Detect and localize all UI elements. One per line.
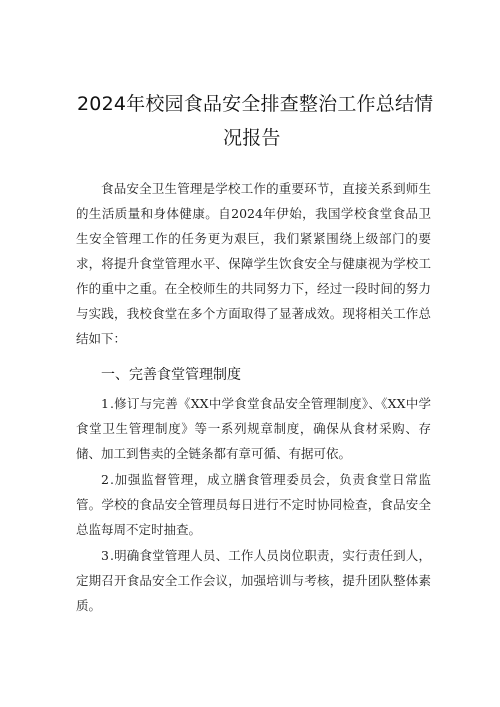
item-text: .加强监督管理，成立膳食管理委员会，负责食堂日常监管。学校的食品安全管理员每日进行不定时协同检查，食品安全总监每周不定时抽查。 xyxy=(76,472,431,537)
item-text: .明确食堂管理人员、工作人员岗位职责，实行责任到人，定期召开食品安全工作会议，加强培训与考核，提升团队整体素质。 xyxy=(76,548,431,613)
list-item xyxy=(76,391,431,466)
document-title-line2: 况报告 xyxy=(223,127,281,149)
document-title-line1: 2024年校园食品安全排查整治工作总结情 xyxy=(77,93,434,115)
item-number: 2 xyxy=(101,472,110,487)
intro-paragraph: 食品安全卫生管理是学校工作的重要环节，直接关系到师生的生活质量和身体健康。自2024年伊始，我国学校食堂食品卫生安全管理工作的任务更为艰巨，我们紧紧围绕上级部门的要求，将提升食堂管理水平、保障学生饮食安全与健康视为学校工作的重中之重。在全校师生的共同努力下，经过一段时间的努力与实践，我校食堂在多个方面取得了显著成效。现将相关工作总结如下： xyxy=(76,181,431,346)
item-number: 1 xyxy=(101,396,110,411)
list-item xyxy=(76,543,431,618)
list-item xyxy=(76,467,431,542)
item-number: 3 xyxy=(101,548,110,563)
item-text: .修订与完善《XX中学食堂食品安全管理制度》、《XX中学食堂卫生管理制度》等一系列规章制度，确保从食材采购、存储、加工到售卖的全链条都有章可循、有据可依。 xyxy=(76,396,431,461)
section-heading: 一、完善食堂管理制度 xyxy=(101,367,241,383)
